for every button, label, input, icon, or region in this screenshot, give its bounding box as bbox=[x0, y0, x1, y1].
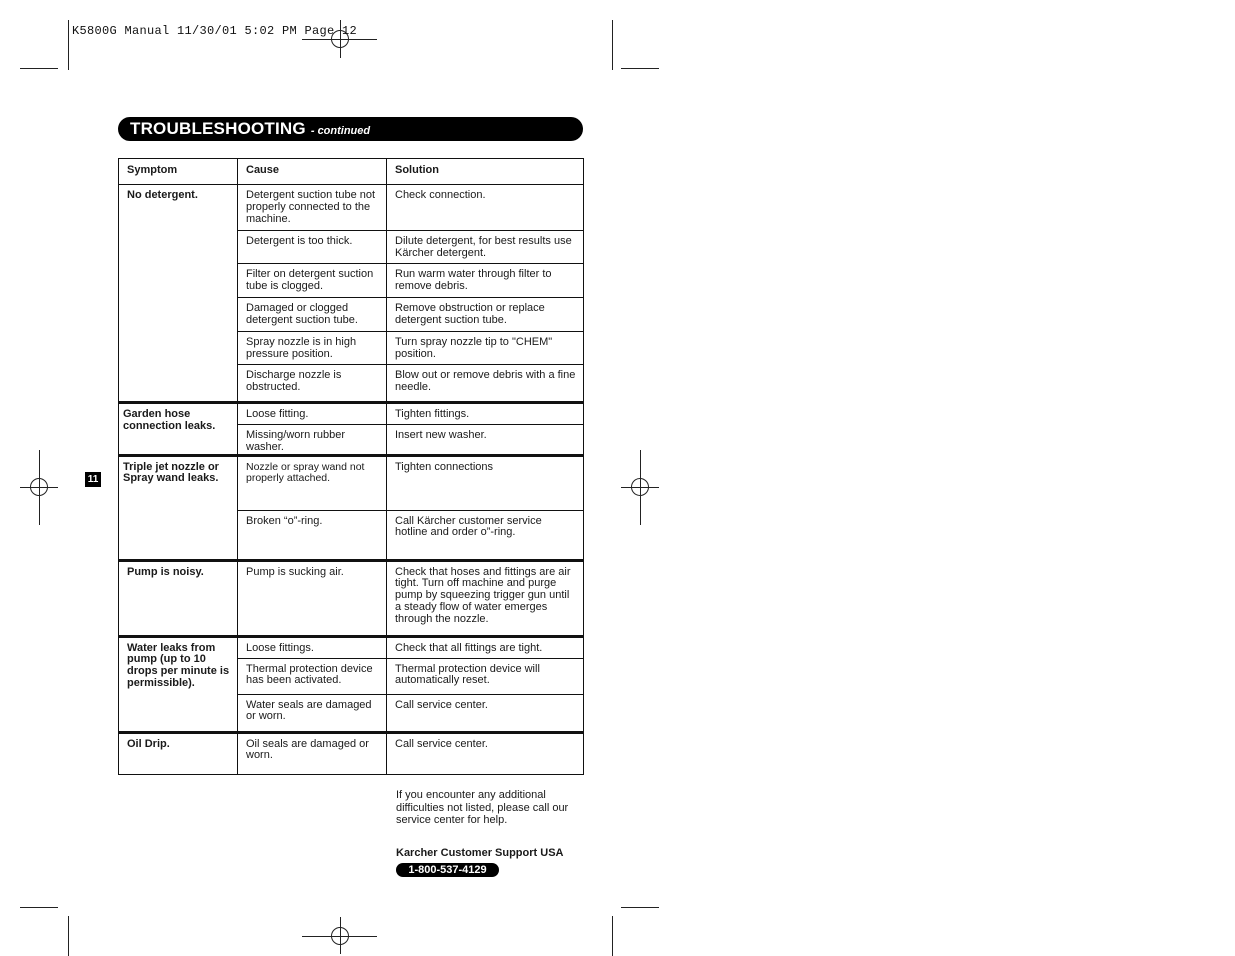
cause-cell: Spray nozzle is in high pressure position. bbox=[238, 332, 387, 365]
page-number: 11 bbox=[85, 472, 101, 487]
cause-cell: Oil seals are damaged or worn. bbox=[238, 732, 387, 774]
solution-cell: Turn spray nozzle tip to "CHEM" position. bbox=[387, 332, 584, 365]
symptom-cell: No detergent. bbox=[119, 185, 238, 403]
solution-cell: Tighten connections bbox=[387, 455, 584, 510]
symptom-cell: Garden hose connection leaks. bbox=[119, 403, 238, 456]
table-row bbox=[119, 455, 584, 510]
cause-cell: Water seals are damaged or worn. bbox=[238, 694, 387, 732]
table-row bbox=[119, 732, 584, 774]
print-header: K5800G Manual 11/30/01 5:02 PM Page 12 bbox=[72, 24, 358, 38]
section-title-bar bbox=[118, 117, 583, 141]
symptom-cell: Oil Drip. bbox=[119, 732, 238, 774]
cause-cell: Detergent suction tube not properly connected to the machine. bbox=[238, 185, 387, 231]
cause-cell: Nozzle or spray wand not properly attached. bbox=[238, 455, 387, 510]
cause-cell: Thermal protection device has been activated. bbox=[238, 658, 387, 694]
symptom-cell: Water leaks from pump (up to 10 drops per minute is permissible). bbox=[119, 636, 238, 732]
table-header-row bbox=[119, 159, 584, 185]
column-header-symptom: Symptom bbox=[119, 159, 238, 185]
cause-cell: Damaged or clogged detergent suction tube. bbox=[238, 298, 387, 332]
cause-cell: Filter on detergent suction tube is clogged. bbox=[238, 264, 387, 298]
symptom-cell: Triple jet nozzle or Spray wand leaks. bbox=[119, 455, 238, 560]
solution-cell: Blow out or remove debris with a fine needle. bbox=[387, 365, 584, 403]
solution-cell: Call service center. bbox=[387, 732, 584, 774]
solution-cell: Tighten fittings. bbox=[387, 403, 584, 425]
troubleshooting-table bbox=[118, 158, 584, 775]
solution-cell: Check connection. bbox=[387, 185, 584, 231]
support-phone: 1-800-537-4129 bbox=[396, 863, 499, 877]
solution-cell: Thermal protection device will automatically reset. bbox=[387, 658, 584, 694]
cause-cell: Pump is sucking air. bbox=[238, 560, 387, 636]
registration-target-icon bbox=[331, 927, 349, 945]
solution-cell: Call service center. bbox=[387, 694, 584, 732]
column-header-cause: Cause bbox=[238, 159, 387, 185]
column-header-solution: Solution bbox=[387, 159, 584, 185]
cause-cell: Loose fitting. bbox=[238, 403, 387, 425]
registration-target-icon bbox=[30, 478, 48, 496]
solution-cell: Run warm water through filter to remove debris. bbox=[387, 264, 584, 298]
solution-cell: Dilute detergent, for best results use Kärcher detergent. bbox=[387, 231, 584, 264]
table-row bbox=[119, 185, 584, 231]
registration-target-icon bbox=[631, 478, 649, 496]
table-row bbox=[119, 560, 584, 636]
cause-cell: Missing/worn rubber washer. bbox=[238, 425, 387, 456]
help-note: If you encounter any additional difficulties not listed, please call our service center for help. bbox=[396, 789, 569, 827]
table-row bbox=[119, 636, 584, 658]
solution-cell: Call Kärcher customer service hotline and order o”-ring. bbox=[387, 510, 584, 560]
solution-cell: Remove obstruction or replace detergent suction tube. bbox=[387, 298, 584, 332]
cause-cell: Loose fittings. bbox=[238, 636, 387, 658]
table-row bbox=[119, 403, 584, 425]
cause-cell: Discharge nozzle is obstructed. bbox=[238, 365, 387, 403]
section-subtitle: - continued bbox=[310, 125, 371, 137]
cause-cell: Detergent is too thick. bbox=[238, 231, 387, 264]
cause-cell: Broken “o”-ring. bbox=[238, 510, 387, 560]
symptom-cell: Pump is noisy. bbox=[119, 560, 238, 636]
solution-cell: Check that hoses and fittings are air tight. Turn off machine and purge pump by squeezing trigger gun until a steady flow of water emerges through the nozzle. bbox=[387, 560, 584, 636]
solution-cell: Insert new washer. bbox=[387, 425, 584, 456]
solution-cell: Check that all fittings are tight. bbox=[387, 636, 584, 658]
support-label: Karcher Customer Support USA bbox=[396, 847, 564, 859]
section-title: TROUBLESHOOTING bbox=[130, 119, 306, 138]
